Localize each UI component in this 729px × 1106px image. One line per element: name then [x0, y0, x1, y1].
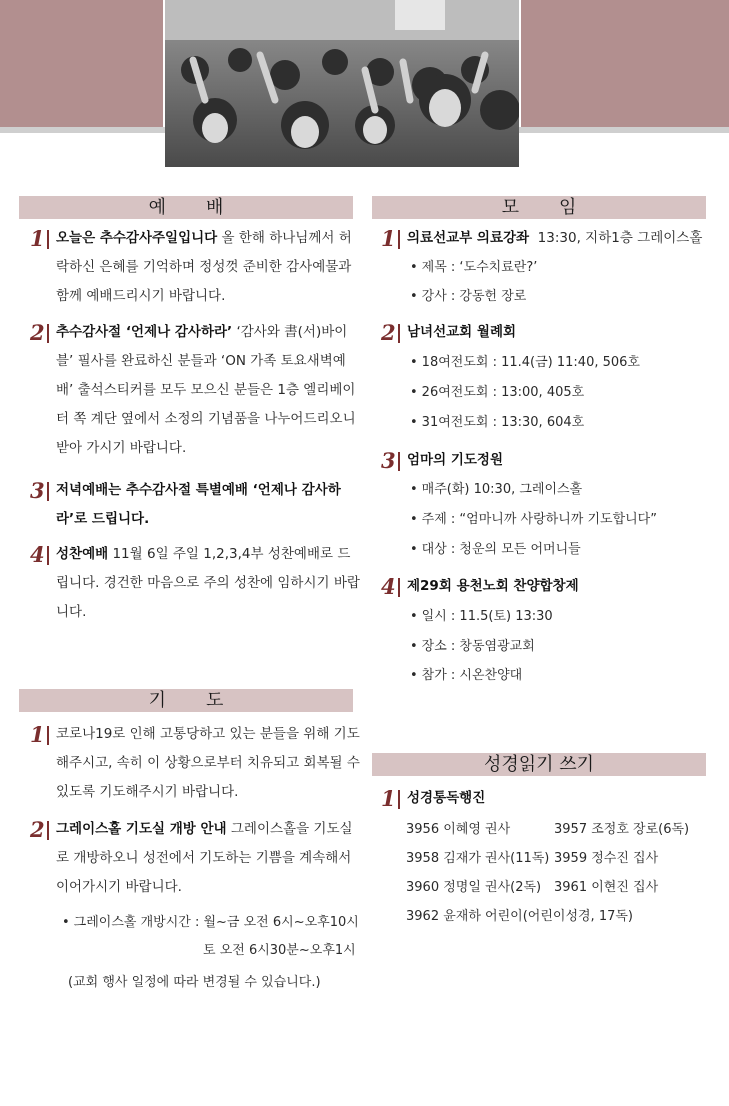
bible-reading-header: 성경읽기 쓰기	[372, 753, 706, 776]
meeting-4-sub: • 참가 : 시온찬양대	[410, 661, 522, 690]
item-title: 오늘은 추수감사주일입니다	[56, 230, 218, 246]
meeting-2-sub: • 26여전도회 : 13:00, 405호	[410, 378, 584, 407]
number-bar	[398, 790, 400, 809]
prayer-item-1	[30, 720, 360, 807]
reader-entry: 3957 조정호 장로(6독)	[554, 822, 690, 837]
item-number: 2	[30, 817, 45, 842]
meeting-item-2	[381, 318, 711, 347]
number-bar	[398, 578, 400, 597]
meeting-item-3	[381, 446, 711, 475]
prayer-item-2	[30, 815, 360, 902]
item-extra: 13:30, 지하1층 그레이스홀	[537, 230, 703, 246]
meeting-4-sub: • 장소 : 창동염광교회	[410, 632, 535, 661]
grace-hall-hours-2: 토 오전 6시30분~오후1시	[203, 943, 356, 958]
number-bar	[47, 482, 49, 501]
item-number: 4	[30, 542, 45, 567]
grace-hall-hours-1: • 그레이스홀 개방시간 : 월~금 오전 6시~오후10시	[62, 908, 359, 937]
number-bar	[398, 324, 400, 343]
reader-entry: 3961 이현진 집사	[554, 880, 659, 895]
number-bar	[47, 230, 49, 249]
number-bar	[47, 546, 49, 565]
reader-entry: 3958 김재가 권사(11독)	[406, 851, 550, 866]
meeting-2-sub: • 18여전도회 : 11.4(금) 11:40, 506호	[410, 348, 640, 377]
meeting-item-4	[381, 572, 711, 601]
worship-item-4	[30, 540, 360, 627]
item-title: 의료선교부 의료강좌	[407, 230, 530, 246]
item-number: 3	[30, 478, 45, 503]
meeting-2-sub: • 31여전도회 : 13:30, 604호	[410, 408, 584, 437]
worship-item-2	[30, 318, 360, 463]
item-title: 엄마의 기도정원	[407, 452, 503, 468]
children-worship-photo	[165, 0, 519, 167]
item-text: ‘감사와 書(서)바이블’ 필사를 완료하신 분들과 ‘ON 가족 토요새벽예배’ 출석스티커를 모두 모으신 분들은 1층 엘리베이터 쪽 계단 옆에서 소정의 기념품을 나누어드리오니 받아 가시기 바랍니다.	[56, 324, 356, 456]
prayer-header: 기도	[19, 689, 353, 712]
item-text: 코로나19로 인해 고통당하고 있는 분들을 위해 기도해주시고, 속히 이 상황으로부터 치유되고 회복될 수 있도록 기도해주시기 바랍니다.	[56, 726, 360, 800]
item-title: 저녁예배는 추수감사절 특별예배 ‘언제나 감사하라’로 드립니다.	[56, 482, 341, 527]
item-text: 11월 6일 주일 1,2,3,4부 성찬예배로 드립니다. 경건한 마음으로 주의 성찬에 임하시기 바랍니다.	[56, 546, 360, 620]
item-title: 성찬예배	[56, 546, 109, 562]
meeting-item-1	[381, 224, 726, 253]
reader-entry: 3960 정명일 권사(2독)	[406, 880, 542, 895]
meetings-header: 모임	[372, 196, 706, 219]
item-number: 1	[381, 226, 396, 251]
number-bar	[47, 821, 49, 840]
meeting-1-sub: • 제목 : ‘도수치료란?’	[410, 253, 537, 282]
meeting-3-sub: • 매주(화) 10:30, 그레이스홀	[410, 475, 582, 504]
top-band-right	[521, 0, 729, 127]
item-title: 그레이스홀 기도실 개방 안내	[56, 821, 227, 837]
item-number: 1	[381, 786, 396, 811]
item-number: 1	[30, 722, 45, 747]
meeting-3-sub: • 주제 : “엄마니까 사랑하니까 기도합니다”	[410, 505, 657, 534]
top-band-left	[0, 0, 163, 127]
schedule-note: (교회 행사 일정에 따라 변경될 수 있습니다.)	[68, 975, 321, 990]
worship-header: 예배	[19, 196, 353, 219]
reader-entry: 3962 윤재하 어린이(어린이성경, 17독)	[406, 909, 633, 924]
item-number: 2	[381, 320, 396, 345]
item-number: 2	[30, 320, 45, 345]
number-bar	[398, 452, 400, 471]
item-text: 그레이스홀을 기도실로 개방하오니 성전에서 기도하는 기쁨을 계속해서 이어가시기 바랍니다.	[56, 821, 353, 895]
item-title: 성경통독행진	[407, 790, 486, 806]
meeting-3-sub: • 대상 : 청운의 모든 어머니들	[410, 535, 581, 564]
worship-item-1	[30, 224, 360, 311]
item-title: 남녀선교회 월례회	[407, 324, 517, 340]
bible-item-1	[381, 784, 711, 813]
number-bar	[47, 324, 49, 343]
reader-entry: 3959 정수진 집사	[554, 851, 659, 866]
worship-item-3	[30, 476, 360, 534]
item-number: 1	[30, 226, 45, 251]
item-title: 제29회 용천노회 찬양합창제	[407, 578, 579, 594]
reader-entry: 3956 이혜영 권사	[406, 822, 511, 837]
number-bar	[47, 726, 49, 745]
meeting-4-sub: • 일시 : 11.5(토) 13:30	[410, 602, 553, 631]
item-title: 추수감사절 ‘언제나 감사하라’	[56, 324, 233, 340]
meeting-1-sub: • 강사 : 강동헌 장로	[410, 282, 526, 311]
item-number: 4	[381, 574, 396, 599]
item-text: 올 한해 하나님께서 허락하신 은혜를 기억하며 정성껏 준비한 감사예물과 함께 예배드리시기 바랍니다.	[56, 230, 352, 304]
item-number: 3	[381, 448, 396, 473]
number-bar	[398, 230, 400, 249]
